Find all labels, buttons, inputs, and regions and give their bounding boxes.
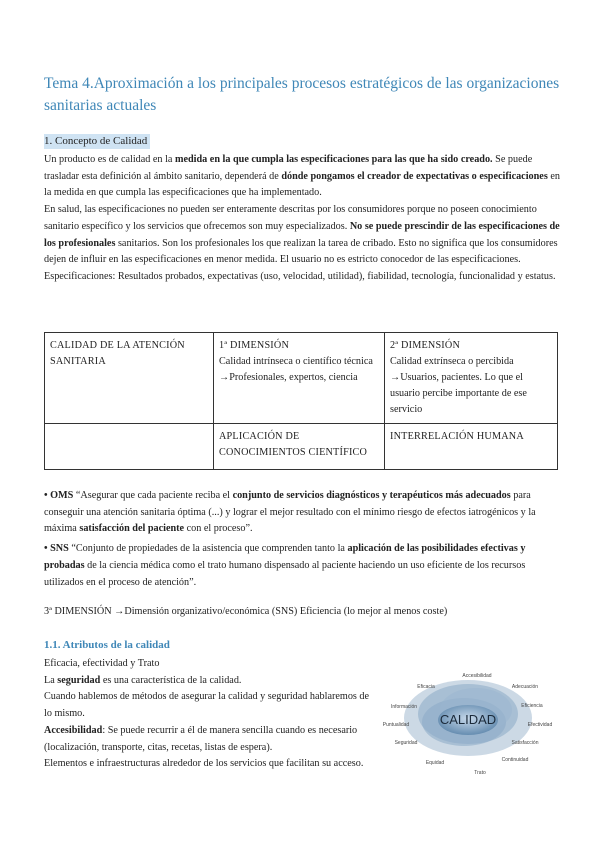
diagram-label: Continuidad [501, 757, 529, 763]
third-dimension-line: 3ª DIMENSIÓN →Dimensión organizativo/económica (SNS) Eficiencia (lo mejor al menos coste) [44, 606, 448, 617]
diagram-label: Accesibilidad [462, 673, 492, 679]
section-heading-concepto-calidad: 1. Concepto de Calidad [44, 134, 150, 149]
attr-line: Elementos e infraestructuras alrededor de los servicios que facilitan su acceso. [44, 758, 364, 770]
paragraph-salud: En salud, las especificaciones no pueden ser enteramente descritas por los consumidores porque no poseen conocimiento sanitario específico y los servicios que ofrecemos son muy especializados. No se puede prescindir de las especificaciones de los profesionales sanitarios. Son los profesionales los que realizan la tarea de cribado. Esto no significa que los consumidores dejen de influir en las especificaciones en menor medida. El usuario no es estricto conocedor de las especificaciones. [44, 204, 560, 266]
definitions-list [44, 488, 562, 594]
table-cell-interrelacion: INTERRELACIÓN HUMANA [385, 424, 558, 470]
calidad-diagram [380, 668, 560, 778]
table-cell-aplicacion: APLICACIÓN DE CONOCIMIENTOS CIENTÍFICO [214, 424, 385, 470]
table-cell-dimension-1: 1ª DIMENSIÓN Calidad intrínseca o científico técnica →Profesionales, expertos, ciencia [214, 333, 385, 424]
attr-line: La seguridad es una característica de la calidad. [44, 674, 242, 686]
diagram-label: Información [390, 704, 418, 710]
diagram-label: Efectividad [527, 722, 553, 728]
table-cell-dimension-2: 2ª DIMENSIÓN Calidad extrínseca o percibida →Usuarios, pacientes. Lo que el usuario percibe importante de ese servicio [385, 333, 558, 424]
diagram-label: Equidad [425, 760, 445, 766]
attr-line: Eficacia, efectividad y Trato [44, 658, 160, 669]
diagram-label: Eficacia [417, 684, 435, 690]
table-cell-empty [45, 424, 214, 470]
list-item-sns: • SNS “Conjunto de propiedades de la asistencia que comprenden tanto la aplicación de las posibilidades efectivas y probadas de la ciencia médica como el trato humano dispensado al paciente haciendo un uso eficiente de los recursos utilizados en el proceso de atención”. [44, 543, 526, 588]
diagram-label: Trato [474, 770, 486, 776]
diagram-label: Satisfacción [511, 740, 539, 746]
attributes-body [44, 656, 374, 773]
list-item-oms: • OMS “Asegurar que cada paciente reciba el conjunto de servicios diagnósticos y terapéuticos más adecuados para conseguir una atención sanitaria óptima (...) y lograr el mejor resultado con el mínimo riesgo de efectos iatrogénicos y la máxima satisfacción del paciente con el proceso”. [44, 490, 536, 535]
dimensions-table [44, 332, 558, 470]
diagram-label: Seguridad [394, 740, 418, 746]
subsection-heading-atributos: 1.1. Atributos de la calidad [44, 639, 170, 651]
section-body [44, 152, 562, 286]
diagram-label: Puntualidad [382, 722, 410, 728]
paragraph-producto: Un producto es de calidad en la medida en la que cumpla las especificaciones para las que ha sido creado. Se puede trasladar esta definición al ámbito sanitario, dependerá de dónde pongamos el creador de expectativas o especificaciones en la medida en que cumpla las especificaciones que ha implementado. [44, 154, 560, 199]
attr-line: Accesibilidad: Se puede recurrir a él de manera sencilla cuando es necesario (localización, transporte, citas, recetas, listas de espera). [44, 724, 358, 753]
diagram-label: Eficiencia [521, 703, 543, 709]
table-cell-calidad: CALIDAD DE LA ATENCIÓN SANITARIA [45, 333, 214, 424]
page-title: Tema 4.Aproximación a los principales procesos estratégicos de las organizaciones sanitarias actuales [44, 75, 560, 114]
diagram-label: Adecuación [511, 684, 539, 690]
paragraph-especificaciones: Especificaciones: Resultados probados, expectativas (uso, velocidad, utilidad), fiabilidad, tecnología, funcionalidad y estatus. [44, 270, 556, 282]
attr-line: Cuando hablemos de métodos de asegurar la calidad y seguridad hablaremos de lo mismo. [44, 691, 370, 720]
diagram-center-label: CALIDAD [439, 712, 497, 727]
